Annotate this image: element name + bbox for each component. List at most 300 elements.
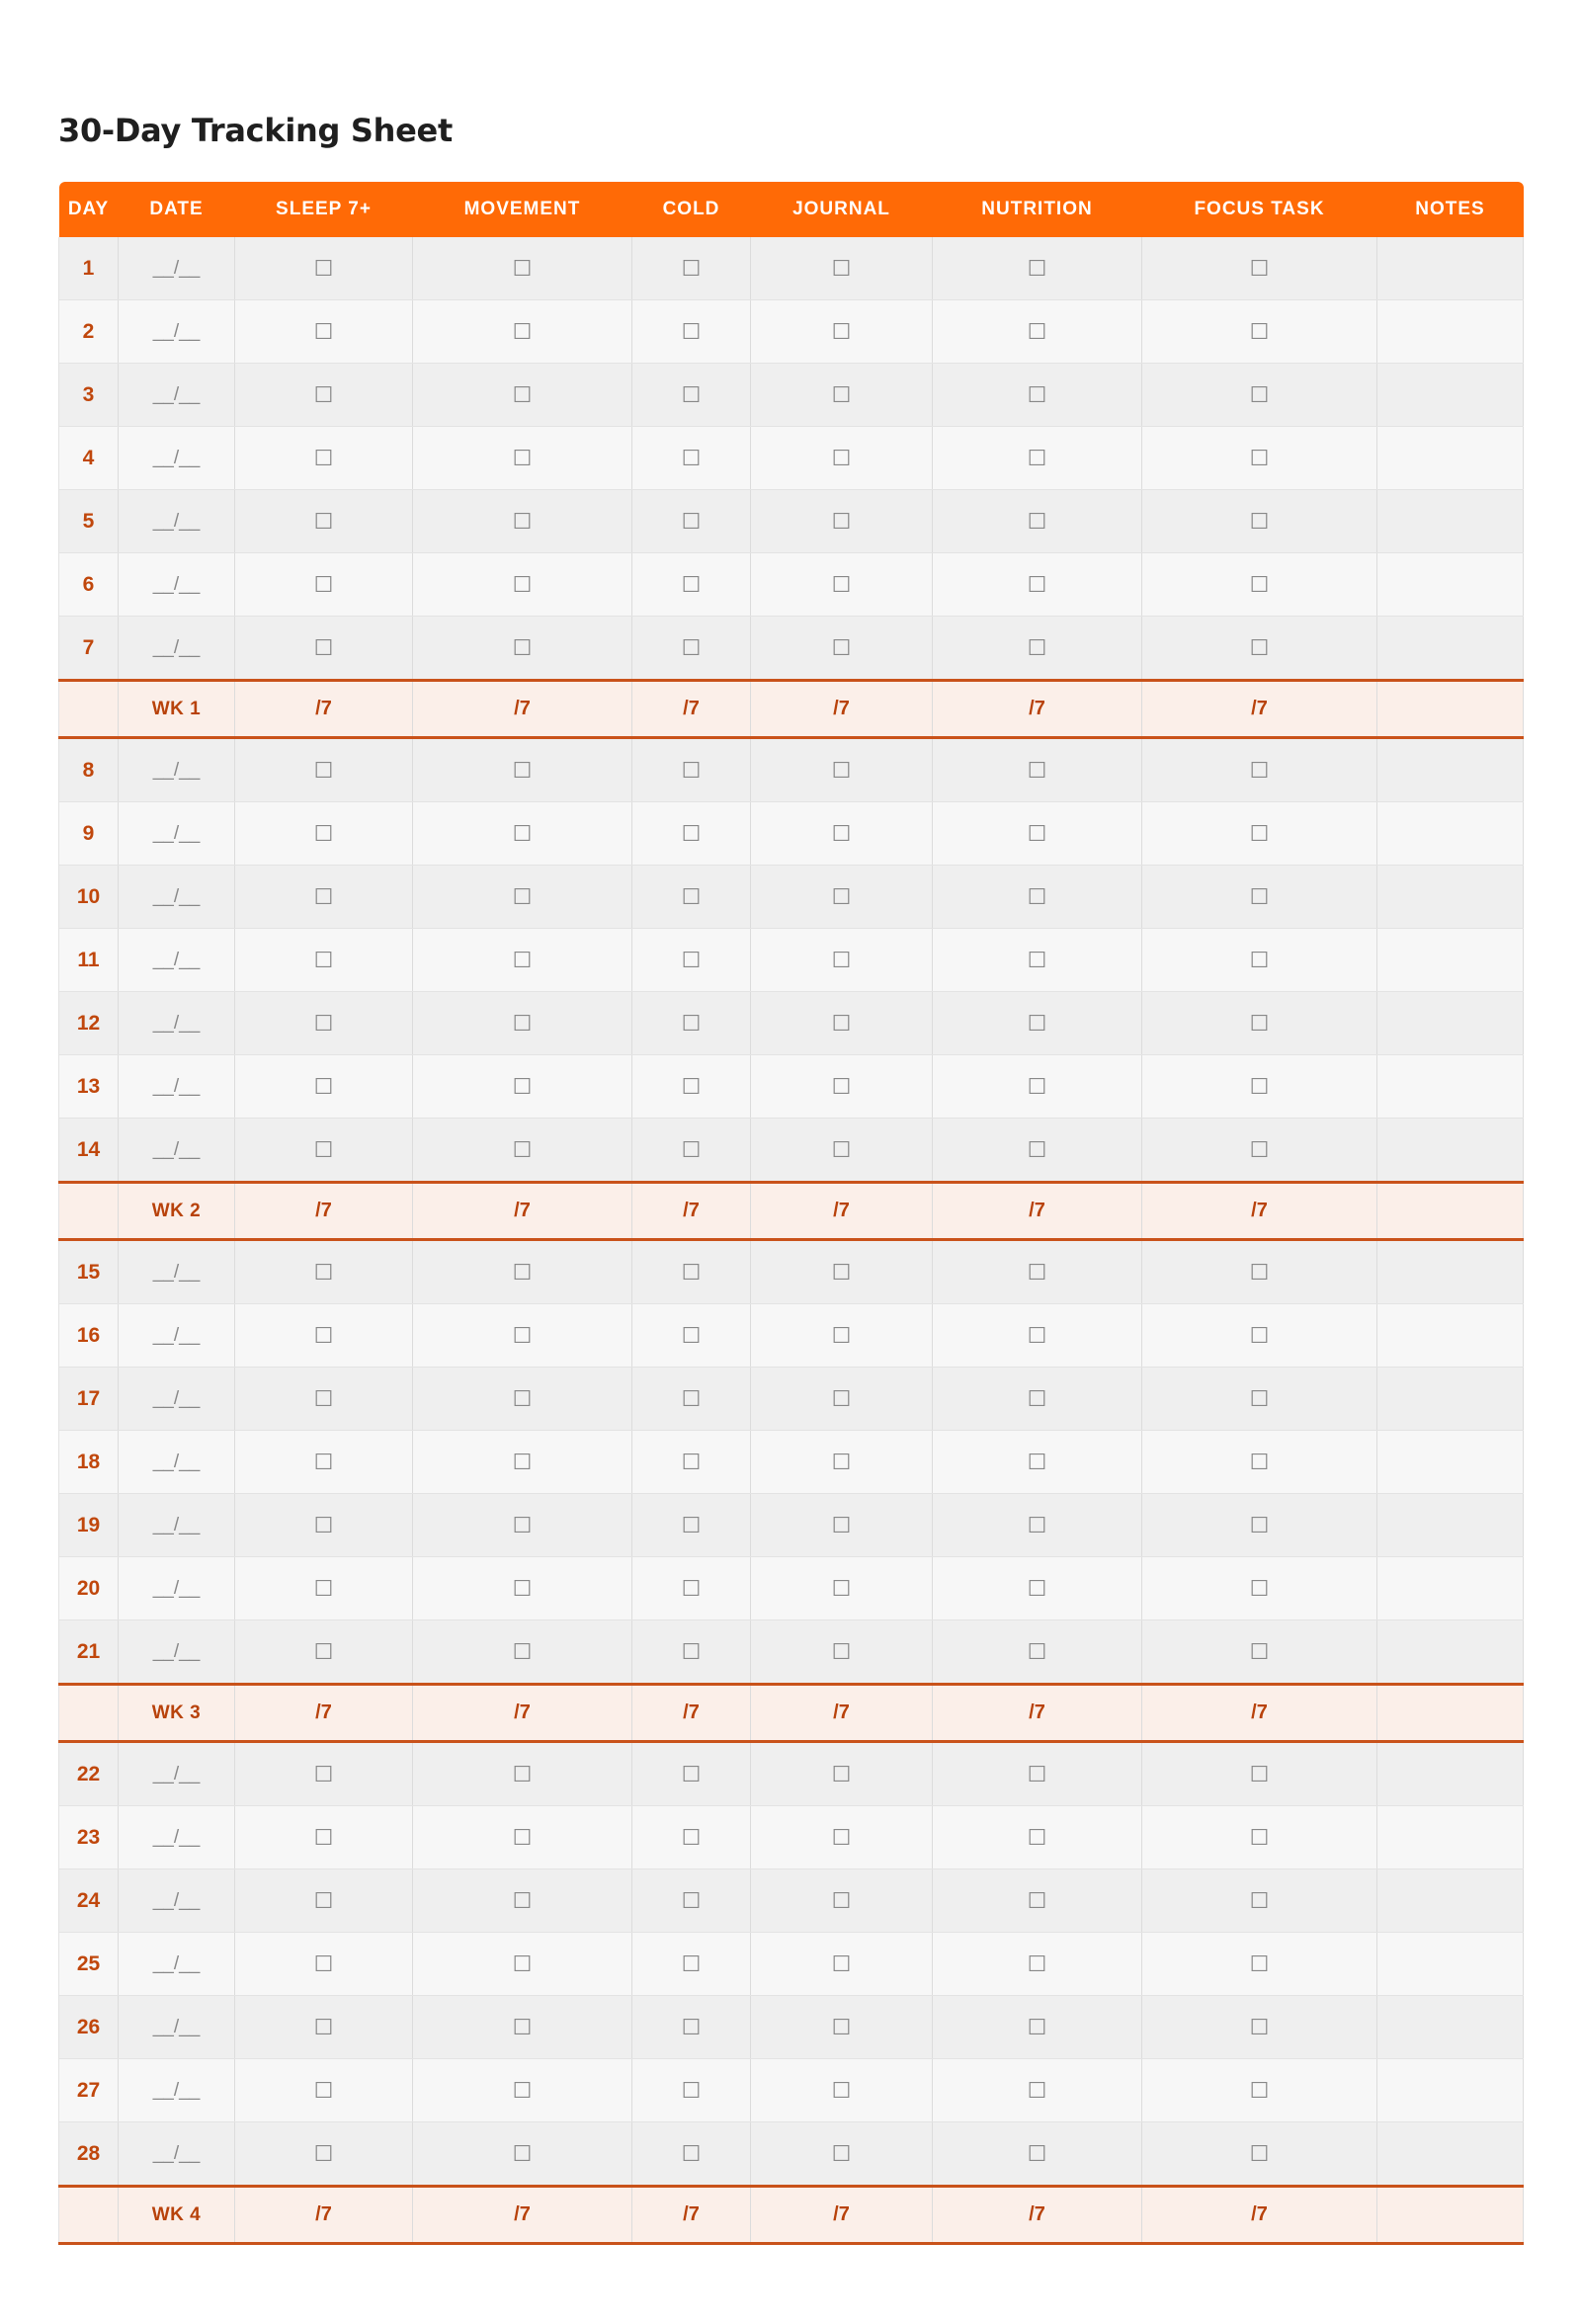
journal-checkbox[interactable]: ☐ bbox=[751, 1869, 933, 1933]
movement-week-total[interactable]: /7 bbox=[413, 681, 632, 738]
cold-checkbox[interactable]: ☐ bbox=[632, 300, 751, 364]
focus-task-checkbox[interactable]: ☐ bbox=[1142, 1240, 1377, 1304]
sleep-checkbox[interactable]: ☐ bbox=[235, 1119, 413, 1183]
journal-checkbox[interactable]: ☐ bbox=[751, 1304, 933, 1368]
notes-field[interactable] bbox=[1377, 2122, 1524, 2187]
notes-field[interactable] bbox=[1377, 1933, 1524, 1996]
nutrition-checkbox[interactable]: ☐ bbox=[933, 553, 1142, 617]
date-field[interactable]: __/__ bbox=[119, 1620, 235, 1685]
date-field[interactable]: __/__ bbox=[119, 1055, 235, 1119]
focus-task-checkbox[interactable]: ☐ bbox=[1142, 490, 1377, 553]
focus-task-checkbox[interactable]: ☐ bbox=[1142, 364, 1377, 427]
focus-task-checkbox[interactable]: ☐ bbox=[1142, 802, 1377, 866]
sleep-checkbox[interactable]: ☐ bbox=[235, 364, 413, 427]
date-field[interactable]: __/__ bbox=[119, 1494, 235, 1557]
day-number: 16 bbox=[59, 1304, 119, 1368]
notes-field[interactable] bbox=[1377, 802, 1524, 866]
journal-checkbox[interactable]: ☐ bbox=[751, 1620, 933, 1685]
sleep-checkbox[interactable]: ☐ bbox=[235, 617, 413, 681]
nutrition-checkbox[interactable]: ☐ bbox=[933, 1806, 1142, 1869]
date-field[interactable]: __/__ bbox=[119, 1431, 235, 1494]
notes-field[interactable] bbox=[1377, 1119, 1524, 1183]
movement-checkbox[interactable]: ☐ bbox=[413, 1240, 632, 1304]
table-row bbox=[59, 992, 1524, 1055]
nutrition-checkbox[interactable]: ☐ bbox=[933, 1431, 1142, 1494]
date-field[interactable]: __/__ bbox=[119, 1806, 235, 1869]
cold-checkbox[interactable]: ☐ bbox=[632, 1494, 751, 1557]
sleep-week-total[interactable]: /7 bbox=[235, 2187, 413, 2244]
week-label: WK 4 bbox=[119, 2187, 235, 2244]
nutrition-week-total[interactable]: /7 bbox=[933, 1183, 1142, 1240]
notes-field[interactable] bbox=[1377, 2059, 1524, 2122]
focus-task-checkbox[interactable]: ☐ bbox=[1142, 300, 1377, 364]
cold-checkbox[interactable]: ☐ bbox=[632, 1996, 751, 2059]
week-summary-row bbox=[59, 1183, 1524, 1240]
journal-checkbox[interactable]: ☐ bbox=[751, 738, 933, 802]
nutrition-checkbox[interactable]: ☐ bbox=[933, 1933, 1142, 1996]
nutrition-checkbox[interactable]: ☐ bbox=[933, 1742, 1142, 1806]
journal-checkbox[interactable]: ☐ bbox=[751, 1240, 933, 1304]
journal-checkbox[interactable]: ☐ bbox=[751, 1119, 933, 1183]
journal-checkbox[interactable]: ☐ bbox=[751, 364, 933, 427]
movement-checkbox[interactable]: ☐ bbox=[413, 802, 632, 866]
notes-field[interactable] bbox=[1377, 553, 1524, 617]
movement-checkbox[interactable]: ☐ bbox=[413, 300, 632, 364]
cold-checkbox[interactable]: ☐ bbox=[632, 992, 751, 1055]
focus-task-checkbox[interactable]: ☐ bbox=[1142, 2122, 1377, 2187]
movement-checkbox[interactable]: ☐ bbox=[413, 1304, 632, 1368]
movement-checkbox[interactable]: ☐ bbox=[413, 1431, 632, 1494]
journal-checkbox[interactable]: ☐ bbox=[751, 427, 933, 490]
nutrition-checkbox[interactable]: ☐ bbox=[933, 364, 1142, 427]
nutrition-checkbox[interactable]: ☐ bbox=[933, 1869, 1142, 1933]
date-field[interactable]: __/__ bbox=[119, 2059, 235, 2122]
cold-checkbox[interactable]: ☐ bbox=[632, 1557, 751, 1620]
journal-checkbox[interactable]: ☐ bbox=[751, 1431, 933, 1494]
day-number: 4 bbox=[59, 427, 119, 490]
table-row bbox=[59, 490, 1524, 553]
nutrition-week-total[interactable]: /7 bbox=[933, 1685, 1142, 1742]
movement-checkbox[interactable]: ☐ bbox=[413, 1869, 632, 1933]
journal-checkbox[interactable]: ☐ bbox=[751, 1494, 933, 1557]
nutrition-week-total[interactable]: /7 bbox=[933, 2187, 1142, 2244]
sleep-checkbox[interactable]: ☐ bbox=[235, 2122, 413, 2187]
cold-checkbox[interactable]: ☐ bbox=[632, 617, 751, 681]
table-row bbox=[59, 2122, 1524, 2187]
movement-checkbox[interactable]: ☐ bbox=[413, 1996, 632, 2059]
column-header-cold: COLD bbox=[632, 182, 751, 237]
notes-field[interactable] bbox=[1377, 427, 1524, 490]
movement-checkbox[interactable]: ☐ bbox=[413, 866, 632, 929]
sleep-checkbox[interactable]: ☐ bbox=[235, 802, 413, 866]
table-row bbox=[59, 1368, 1524, 1431]
day-number: 19 bbox=[59, 1494, 119, 1557]
nutrition-checkbox[interactable]: ☐ bbox=[933, 738, 1142, 802]
movement-checkbox[interactable]: ☐ bbox=[413, 2122, 632, 2187]
focus-task-checkbox[interactable]: ☐ bbox=[1142, 1055, 1377, 1119]
journal-checkbox[interactable]: ☐ bbox=[751, 1055, 933, 1119]
focus-task-checkbox[interactable]: ☐ bbox=[1142, 1557, 1377, 1620]
focus-task-checkbox[interactable]: ☐ bbox=[1142, 1119, 1377, 1183]
cold-week-total[interactable]: /7 bbox=[632, 681, 751, 738]
movement-checkbox[interactable]: ☐ bbox=[413, 929, 632, 992]
cold-checkbox[interactable]: ☐ bbox=[632, 1869, 751, 1933]
focus-task-week-total[interactable]: /7 bbox=[1142, 1685, 1377, 1742]
journal-checkbox[interactable]: ☐ bbox=[751, 2122, 933, 2187]
cold-checkbox[interactable]: ☐ bbox=[632, 866, 751, 929]
journal-checkbox[interactable]: ☐ bbox=[751, 617, 933, 681]
date-field[interactable]: __/__ bbox=[119, 490, 235, 553]
sleep-checkbox[interactable]: ☐ bbox=[235, 1055, 413, 1119]
cold-week-total[interactable]: /7 bbox=[632, 1685, 751, 1742]
date-field[interactable]: __/__ bbox=[119, 1557, 235, 1620]
date-field[interactable]: __/__ bbox=[119, 802, 235, 866]
date-field[interactable]: __/__ bbox=[119, 992, 235, 1055]
column-header-focus-task: FOCUS TASK bbox=[1142, 182, 1377, 237]
movement-checkbox[interactable]: ☐ bbox=[413, 1494, 632, 1557]
nutrition-checkbox[interactable]: ☐ bbox=[933, 992, 1142, 1055]
focus-task-checkbox[interactable]: ☐ bbox=[1142, 1431, 1377, 1494]
date-field[interactable]: __/__ bbox=[119, 2122, 235, 2187]
movement-checkbox[interactable]: ☐ bbox=[413, 1368, 632, 1431]
date-field[interactable]: __/__ bbox=[119, 300, 235, 364]
journal-checkbox[interactable]: ☐ bbox=[751, 1368, 933, 1431]
focus-task-checkbox[interactable]: ☐ bbox=[1142, 237, 1377, 300]
day-number: 7 bbox=[59, 617, 119, 681]
table-row bbox=[59, 617, 1524, 681]
movement-checkbox[interactable]: ☐ bbox=[413, 364, 632, 427]
journal-checkbox[interactable]: ☐ bbox=[751, 1557, 933, 1620]
date-field[interactable]: __/__ bbox=[119, 1996, 235, 2059]
cold-checkbox[interactable]: ☐ bbox=[632, 738, 751, 802]
date-field[interactable]: __/__ bbox=[119, 237, 235, 300]
column-header-day: DAY bbox=[59, 182, 119, 237]
journal-week-total[interactable]: /7 bbox=[751, 1183, 933, 1240]
table-row bbox=[59, 1933, 1524, 1996]
table-row bbox=[59, 866, 1524, 929]
journal-checkbox[interactable]: ☐ bbox=[751, 1806, 933, 1869]
day-number: 24 bbox=[59, 1869, 119, 1933]
focus-task-checkbox[interactable]: ☐ bbox=[1142, 992, 1377, 1055]
date-field[interactable]: __/__ bbox=[119, 1869, 235, 1933]
notes-field[interactable] bbox=[1377, 1996, 1524, 2059]
focus-task-week-total[interactable]: /7 bbox=[1142, 681, 1377, 738]
notes-field[interactable] bbox=[1377, 1620, 1524, 1685]
sleep-checkbox[interactable]: ☐ bbox=[235, 1933, 413, 1996]
date-field[interactable]: __/__ bbox=[119, 553, 235, 617]
journal-week-total[interactable]: /7 bbox=[751, 681, 933, 738]
week-label: WK 2 bbox=[119, 1183, 235, 1240]
notes-field[interactable] bbox=[1377, 1494, 1524, 1557]
sleep-checkbox[interactable]: ☐ bbox=[235, 1240, 413, 1304]
cold-checkbox[interactable]: ☐ bbox=[632, 1620, 751, 1685]
tracking-sheet bbox=[58, 105, 1523, 2225]
cold-checkbox[interactable]: ☐ bbox=[632, 929, 751, 992]
header-row bbox=[59, 182, 1524, 237]
sleep-checkbox[interactable]: ☐ bbox=[235, 1557, 413, 1620]
cold-checkbox[interactable]: ☐ bbox=[632, 1304, 751, 1368]
notes-field[interactable] bbox=[1377, 1304, 1524, 1368]
sleep-checkbox[interactable]: ☐ bbox=[235, 738, 413, 802]
nutrition-checkbox[interactable]: ☐ bbox=[933, 617, 1142, 681]
tracking-table bbox=[58, 182, 1524, 2245]
focus-task-checkbox[interactable]: ☐ bbox=[1142, 2059, 1377, 2122]
cold-checkbox[interactable]: ☐ bbox=[632, 2122, 751, 2187]
cold-checkbox[interactable]: ☐ bbox=[632, 553, 751, 617]
movement-checkbox[interactable]: ☐ bbox=[413, 553, 632, 617]
sleep-checkbox[interactable]: ☐ bbox=[235, 992, 413, 1055]
nutrition-checkbox[interactable]: ☐ bbox=[933, 1119, 1142, 1183]
journal-checkbox[interactable]: ☐ bbox=[751, 1996, 933, 2059]
sleep-week-total[interactable]: /7 bbox=[235, 1183, 413, 1240]
journal-checkbox[interactable]: ☐ bbox=[751, 490, 933, 553]
day-number: 9 bbox=[59, 802, 119, 866]
column-header-movement: MOVEMENT bbox=[413, 182, 632, 237]
movement-checkbox[interactable]: ☐ bbox=[413, 992, 632, 1055]
notes-field[interactable] bbox=[1377, 1431, 1524, 1494]
notes-field[interactable] bbox=[1377, 1557, 1524, 1620]
sleep-checkbox[interactable]: ☐ bbox=[235, 2059, 413, 2122]
sleep-week-total[interactable]: /7 bbox=[235, 681, 413, 738]
movement-checkbox[interactable]: ☐ bbox=[413, 1055, 632, 1119]
notes-field[interactable] bbox=[1377, 866, 1524, 929]
notes-field[interactable] bbox=[1377, 300, 1524, 364]
focus-task-checkbox[interactable]: ☐ bbox=[1142, 866, 1377, 929]
date-field[interactable]: __/__ bbox=[119, 1240, 235, 1304]
sleep-checkbox[interactable]: ☐ bbox=[235, 1368, 413, 1431]
date-field[interactable]: __/__ bbox=[119, 929, 235, 992]
movement-checkbox[interactable]: ☐ bbox=[413, 617, 632, 681]
journal-checkbox[interactable]: ☐ bbox=[751, 300, 933, 364]
movement-checkbox[interactable]: ☐ bbox=[413, 1806, 632, 1869]
week-label: WK 3 bbox=[119, 1685, 235, 1742]
week-notes-field[interactable] bbox=[1377, 1685, 1524, 1742]
focus-task-checkbox[interactable]: ☐ bbox=[1142, 738, 1377, 802]
journal-checkbox[interactable]: ☐ bbox=[751, 1742, 933, 1806]
cold-checkbox[interactable]: ☐ bbox=[632, 1933, 751, 1996]
date-field[interactable]: __/__ bbox=[119, 866, 235, 929]
tracking-table-body bbox=[59, 237, 1524, 2244]
cold-checkbox[interactable]: ☐ bbox=[632, 1431, 751, 1494]
sleep-checkbox[interactable]: ☐ bbox=[235, 929, 413, 992]
nutrition-checkbox[interactable]: ☐ bbox=[933, 427, 1142, 490]
focus-task-checkbox[interactable]: ☐ bbox=[1142, 1996, 1377, 2059]
sleep-checkbox[interactable]: ☐ bbox=[235, 1494, 413, 1557]
focus-task-checkbox[interactable]: ☐ bbox=[1142, 1933, 1377, 1996]
cold-week-total[interactable]: /7 bbox=[632, 2187, 751, 2244]
focus-task-checkbox[interactable]: ☐ bbox=[1142, 929, 1377, 992]
journal-checkbox[interactable]: ☐ bbox=[751, 802, 933, 866]
cold-checkbox[interactable]: ☐ bbox=[632, 237, 751, 300]
cold-checkbox[interactable]: ☐ bbox=[632, 490, 751, 553]
cold-checkbox[interactable]: ☐ bbox=[632, 1806, 751, 1869]
sleep-checkbox[interactable]: ☐ bbox=[235, 237, 413, 300]
focus-task-checkbox[interactable]: ☐ bbox=[1142, 427, 1377, 490]
focus-task-checkbox[interactable]: ☐ bbox=[1142, 617, 1377, 681]
focus-task-checkbox[interactable]: ☐ bbox=[1142, 553, 1377, 617]
sleep-checkbox[interactable]: ☐ bbox=[235, 427, 413, 490]
date-field[interactable]: __/__ bbox=[119, 427, 235, 490]
cold-checkbox[interactable]: ☐ bbox=[632, 1742, 751, 1806]
nutrition-checkbox[interactable]: ☐ bbox=[933, 1557, 1142, 1620]
nutrition-checkbox[interactable]: ☐ bbox=[933, 802, 1142, 866]
week-notes-field[interactable] bbox=[1377, 1183, 1524, 1240]
date-field[interactable]: __/__ bbox=[119, 1933, 235, 1996]
cold-checkbox[interactable]: ☐ bbox=[632, 802, 751, 866]
date-field[interactable]: __/__ bbox=[119, 1742, 235, 1806]
notes-field[interactable] bbox=[1377, 738, 1524, 802]
day-number: 11 bbox=[59, 929, 119, 992]
day-number: 17 bbox=[59, 1368, 119, 1431]
nutrition-checkbox[interactable]: ☐ bbox=[933, 1620, 1142, 1685]
table-row bbox=[59, 364, 1524, 427]
notes-field[interactable] bbox=[1377, 237, 1524, 300]
week-label: WK 1 bbox=[119, 681, 235, 738]
nutrition-checkbox[interactable]: ☐ bbox=[933, 490, 1142, 553]
notes-field[interactable] bbox=[1377, 1742, 1524, 1806]
day-number: 2 bbox=[59, 300, 119, 364]
movement-checkbox[interactable]: ☐ bbox=[413, 237, 632, 300]
notes-field[interactable] bbox=[1377, 1240, 1524, 1304]
column-header-notes: NOTES bbox=[1377, 182, 1524, 237]
week-summary-spacer bbox=[59, 681, 119, 738]
movement-checkbox[interactable]: ☐ bbox=[413, 1742, 632, 1806]
movement-checkbox[interactable]: ☐ bbox=[413, 1620, 632, 1685]
movement-week-total[interactable]: /7 bbox=[413, 1183, 632, 1240]
nutrition-checkbox[interactable]: ☐ bbox=[933, 1304, 1142, 1368]
sleep-checkbox[interactable]: ☐ bbox=[235, 300, 413, 364]
movement-week-total[interactable]: /7 bbox=[413, 2187, 632, 2244]
sleep-checkbox[interactable]: ☐ bbox=[235, 553, 413, 617]
sleep-checkbox[interactable]: ☐ bbox=[235, 1742, 413, 1806]
date-field[interactable]: __/__ bbox=[119, 738, 235, 802]
date-field[interactable]: __/__ bbox=[119, 1368, 235, 1431]
day-number: 8 bbox=[59, 738, 119, 802]
sleep-checkbox[interactable]: ☐ bbox=[235, 1806, 413, 1869]
cold-checkbox[interactable]: ☐ bbox=[632, 427, 751, 490]
notes-field[interactable] bbox=[1377, 364, 1524, 427]
day-number: 28 bbox=[59, 2122, 119, 2187]
day-number: 21 bbox=[59, 1620, 119, 1685]
cold-checkbox[interactable]: ☐ bbox=[632, 1368, 751, 1431]
cold-checkbox[interactable]: ☐ bbox=[632, 364, 751, 427]
nutrition-checkbox[interactable]: ☐ bbox=[933, 1996, 1142, 2059]
nutrition-checkbox[interactable]: ☐ bbox=[933, 1055, 1142, 1119]
sleep-checkbox[interactable]: ☐ bbox=[235, 1431, 413, 1494]
nutrition-checkbox[interactable]: ☐ bbox=[933, 2059, 1142, 2122]
movement-checkbox[interactable]: ☐ bbox=[413, 490, 632, 553]
week-notes-field[interactable] bbox=[1377, 681, 1524, 738]
movement-checkbox[interactable]: ☐ bbox=[413, 427, 632, 490]
notes-field[interactable] bbox=[1377, 992, 1524, 1055]
sleep-checkbox[interactable]: ☐ bbox=[235, 1996, 413, 2059]
movement-checkbox[interactable]: ☐ bbox=[413, 2059, 632, 2122]
cold-checkbox[interactable]: ☐ bbox=[632, 1119, 751, 1183]
focus-task-checkbox[interactable]: ☐ bbox=[1142, 1806, 1377, 1869]
notes-field[interactable] bbox=[1377, 1368, 1524, 1431]
date-field[interactable]: __/__ bbox=[119, 617, 235, 681]
cold-checkbox[interactable]: ☐ bbox=[632, 2059, 751, 2122]
nutrition-checkbox[interactable]: ☐ bbox=[933, 2122, 1142, 2187]
nutrition-checkbox[interactable]: ☐ bbox=[933, 1240, 1142, 1304]
focus-task-checkbox[interactable]: ☐ bbox=[1142, 1494, 1377, 1557]
sleep-week-total[interactable]: /7 bbox=[235, 1685, 413, 1742]
movement-checkbox[interactable]: ☐ bbox=[413, 1557, 632, 1620]
focus-task-checkbox[interactable]: ☐ bbox=[1142, 1620, 1377, 1685]
date-field[interactable]: __/__ bbox=[119, 1304, 235, 1368]
nutrition-checkbox[interactable]: ☐ bbox=[933, 866, 1142, 929]
table-row bbox=[59, 1620, 1524, 1685]
journal-checkbox[interactable]: ☐ bbox=[751, 929, 933, 992]
notes-field[interactable] bbox=[1377, 1055, 1524, 1119]
movement-checkbox[interactable]: ☐ bbox=[413, 1119, 632, 1183]
day-number: 3 bbox=[59, 364, 119, 427]
week-summary-spacer bbox=[59, 1685, 119, 1742]
cold-checkbox[interactable]: ☐ bbox=[632, 1240, 751, 1304]
journal-checkbox[interactable]: ☐ bbox=[751, 866, 933, 929]
week-summary-row bbox=[59, 2187, 1524, 2244]
sleep-checkbox[interactable]: ☐ bbox=[235, 1620, 413, 1685]
journal-checkbox[interactable]: ☐ bbox=[751, 1933, 933, 1996]
journal-checkbox[interactable]: ☐ bbox=[751, 2059, 933, 2122]
movement-checkbox[interactable]: ☐ bbox=[413, 1933, 632, 1996]
focus-task-checkbox[interactable]: ☐ bbox=[1142, 1368, 1377, 1431]
table-row bbox=[59, 1742, 1524, 1806]
notes-field[interactable] bbox=[1377, 929, 1524, 992]
nutrition-checkbox[interactable]: ☐ bbox=[933, 1494, 1142, 1557]
notes-field[interactable] bbox=[1377, 1806, 1524, 1869]
table-row bbox=[59, 929, 1524, 992]
nutrition-checkbox[interactable]: ☐ bbox=[933, 237, 1142, 300]
journal-checkbox[interactable]: ☐ bbox=[751, 237, 933, 300]
week-notes-field[interactable] bbox=[1377, 2187, 1524, 2244]
journal-week-total[interactable]: /7 bbox=[751, 1685, 933, 1742]
nutrition-checkbox[interactable]: ☐ bbox=[933, 1368, 1142, 1431]
nutrition-checkbox[interactable]: ☐ bbox=[933, 300, 1142, 364]
cold-week-total[interactable]: /7 bbox=[632, 1183, 751, 1240]
focus-task-checkbox[interactable]: ☐ bbox=[1142, 1304, 1377, 1368]
journal-checkbox[interactable]: ☐ bbox=[751, 553, 933, 617]
table-row bbox=[59, 553, 1524, 617]
day-number: 5 bbox=[59, 490, 119, 553]
notes-field[interactable] bbox=[1377, 1869, 1524, 1933]
journal-week-total[interactable]: /7 bbox=[751, 2187, 933, 2244]
date-field[interactable]: __/__ bbox=[119, 364, 235, 427]
focus-task-week-total[interactable]: /7 bbox=[1142, 2187, 1377, 2244]
sleep-checkbox[interactable]: ☐ bbox=[235, 866, 413, 929]
movement-week-total[interactable]: /7 bbox=[413, 1685, 632, 1742]
week-summary-spacer bbox=[59, 2187, 119, 2244]
sleep-checkbox[interactable]: ☐ bbox=[235, 1869, 413, 1933]
focus-task-week-total[interactable]: /7 bbox=[1142, 1183, 1377, 1240]
sleep-checkbox[interactable]: ☐ bbox=[235, 490, 413, 553]
date-field[interactable]: __/__ bbox=[119, 1119, 235, 1183]
table-row bbox=[59, 1557, 1524, 1620]
movement-checkbox[interactable]: ☐ bbox=[413, 738, 632, 802]
day-number: 20 bbox=[59, 1557, 119, 1620]
focus-task-checkbox[interactable]: ☐ bbox=[1142, 1742, 1377, 1806]
focus-task-checkbox[interactable]: ☐ bbox=[1142, 1869, 1377, 1933]
day-number: 1 bbox=[59, 237, 119, 300]
nutrition-checkbox[interactable]: ☐ bbox=[933, 929, 1142, 992]
notes-field[interactable] bbox=[1377, 617, 1524, 681]
nutrition-week-total[interactable]: /7 bbox=[933, 681, 1142, 738]
cold-checkbox[interactable]: ☐ bbox=[632, 1055, 751, 1119]
notes-field[interactable] bbox=[1377, 490, 1524, 553]
day-number: 12 bbox=[59, 992, 119, 1055]
journal-checkbox[interactable]: ☐ bbox=[751, 992, 933, 1055]
sleep-checkbox[interactable]: ☐ bbox=[235, 1304, 413, 1368]
